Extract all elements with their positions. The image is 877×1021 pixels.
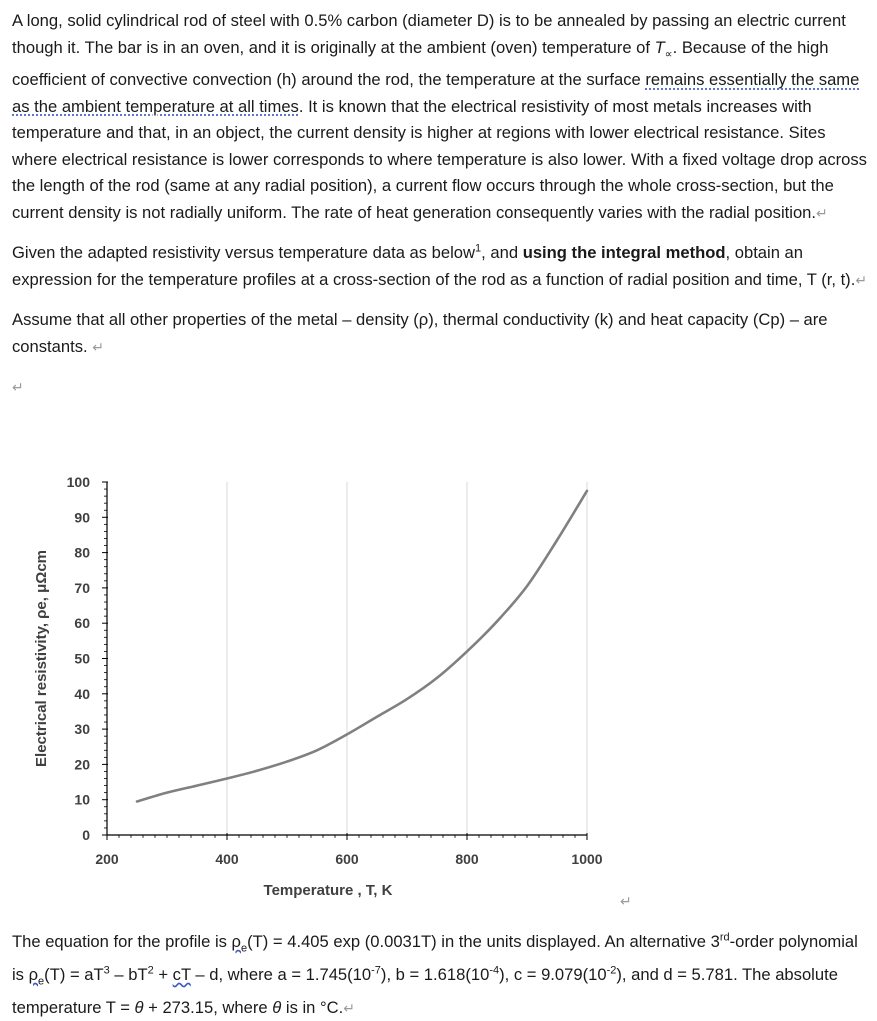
p4-text-e: – bT bbox=[109, 964, 148, 984]
rho-e-1 bbox=[231, 932, 248, 955]
p1-text-b: . Because of the high coefficient of convective convection (h) around the rod, the temperature at the surface bbox=[12, 37, 829, 90]
paragraph-2 bbox=[12, 240, 870, 293]
p4-text-d: (T) = aT bbox=[44, 964, 104, 984]
p3-text: Assume that all other properties of the metal – density (ρ), thermal conductivity (k) and heat capacity (Cp) – are constants. bbox=[12, 310, 828, 356]
x-tick-label-200: 200 bbox=[95, 851, 119, 867]
p1-underlined-phrase: remains essentially the same as the ambient temperature at all times bbox=[12, 70, 860, 116]
y-tick-label-30: 30 bbox=[74, 721, 90, 738]
p2-bold-phrase: using the integral method bbox=[522, 243, 726, 263]
p4-text-k: + 273.15, where bbox=[143, 997, 273, 1017]
p4-text-l: is in °C. bbox=[281, 997, 344, 1017]
series-line-0 bbox=[137, 491, 587, 802]
paragraph-1 bbox=[12, 8, 870, 226]
p2-text-a: Given the adapted resistivity versus temperature data as below bbox=[12, 243, 476, 263]
grid bbox=[227, 482, 587, 835]
y-tick-label-80: 80 bbox=[74, 544, 90, 561]
paragraph-mark: ↵ bbox=[855, 271, 868, 288]
rd-superscript: rd bbox=[719, 931, 730, 944]
e-subscript: e bbox=[241, 942, 248, 955]
theta-symbol: θ bbox=[134, 997, 144, 1017]
exp-c: -2 bbox=[606, 964, 617, 977]
x-tick-label-600: 600 bbox=[335, 851, 359, 867]
paragraph-mark: ↵ bbox=[620, 893, 632, 909]
t-symbol: T bbox=[654, 37, 665, 57]
p4-text-c: -order polynomial is bbox=[12, 932, 858, 984]
chart-paragraph-mark bbox=[620, 893, 632, 911]
p2-text-b: , and bbox=[481, 243, 523, 263]
y-axis-label: Electrical resistivity, ρe, μΩcm bbox=[33, 550, 50, 767]
rho-symbol: ρ bbox=[231, 932, 241, 951]
x-tick-label-800: 800 bbox=[455, 851, 479, 867]
rho-symbol: ρ bbox=[28, 964, 39, 984]
paragraph-mark: ↵ bbox=[92, 338, 104, 355]
y-tick-label-90: 90 bbox=[74, 509, 90, 526]
p2-text-c: , obtain an expression for the temperature profiles at a cross-section of the rod as a function of radial position and time, T (r, t). bbox=[12, 243, 856, 289]
y-tick-label-100: 100 bbox=[66, 474, 90, 490]
y-tick-label-10: 10 bbox=[74, 791, 90, 808]
series bbox=[137, 491, 587, 802]
x-tick-label-400: 400 bbox=[215, 851, 239, 867]
y-tick-label-50: 50 bbox=[74, 650, 90, 667]
exp-a: -7 bbox=[371, 964, 381, 977]
x-tick-label-1000: 1000 bbox=[571, 851, 603, 867]
ct-term: cT bbox=[172, 964, 191, 984]
t-subscript: ∝ bbox=[664, 47, 673, 60]
footnote-ref[interactable]: 1 bbox=[475, 242, 482, 255]
p4-text-i: ), c = 9.079(10 bbox=[499, 964, 607, 984]
paragraph-4 bbox=[12, 929, 870, 1021]
y-tick-label-70: 70 bbox=[74, 579, 90, 596]
resistivity-chart bbox=[0, 465, 640, 915]
rho-e-2 bbox=[28, 964, 45, 988]
paragraph-mark: ↵ bbox=[343, 999, 355, 1016]
p4-text-j: ), and d = 5.781. The absolute temperature T = bbox=[12, 964, 838, 1017]
p4-text-h: ), b = 1.618(10 bbox=[380, 964, 490, 984]
paragraph-3 bbox=[12, 307, 870, 360]
document-body bbox=[12, 8, 870, 412]
p4-text-b: (T) = 4.405 exp (0.0031T) in the units displayed. An alternative 3 bbox=[247, 932, 720, 951]
e-subscript: e bbox=[38, 975, 45, 988]
p4-text-g: – d, where a = 1.745(10 bbox=[190, 964, 372, 984]
cube-power: 3 bbox=[103, 964, 110, 977]
y-tick-label-60: 60 bbox=[74, 615, 90, 632]
empty-paragraph bbox=[12, 374, 870, 400]
y-tick-label-20: 20 bbox=[74, 756, 90, 773]
x-axis-label: Temperature , T, K bbox=[263, 882, 393, 899]
paragraph-mark: ↵ bbox=[12, 379, 24, 396]
p4-text-a: The equation for the profile is bbox=[12, 932, 232, 951]
p1-text-a: A long, solid cylindrical rod of steel with 0.5% carbon (diameter D) is to be annealed by passing an electric current though it. The bar is in an oven, and it is originally at the ambient (oven) temperature of bbox=[12, 11, 846, 57]
paragraph-mark: ↵ bbox=[816, 204, 828, 221]
y-tick-label-40: 40 bbox=[74, 685, 90, 702]
t-infinity bbox=[654, 37, 673, 60]
p4-text-f: + bbox=[153, 964, 173, 984]
square-power: 2 bbox=[147, 964, 154, 977]
exp-b: -4 bbox=[489, 964, 500, 977]
y-tick-label-0: 0 bbox=[82, 827, 90, 843]
ticks bbox=[67, 474, 603, 867]
p1-text-c: . It is known that the electrical resistivity of most metals increases with temperature and that, in an object, the current density is higher at regions with lower electrical resistance. Sites where electrical resistance is lower corresponds to where temperature is also lower. With a fixed voltage drop across the length of the rod (same at any radial position), a current flow occurs through the whole cross-section, but the current density is not radially uniform. The rate of heat generation consequently varies with the radial position. bbox=[12, 96, 867, 222]
chart-svg bbox=[0, 465, 640, 915]
theta-symbol: θ bbox=[272, 997, 282, 1017]
